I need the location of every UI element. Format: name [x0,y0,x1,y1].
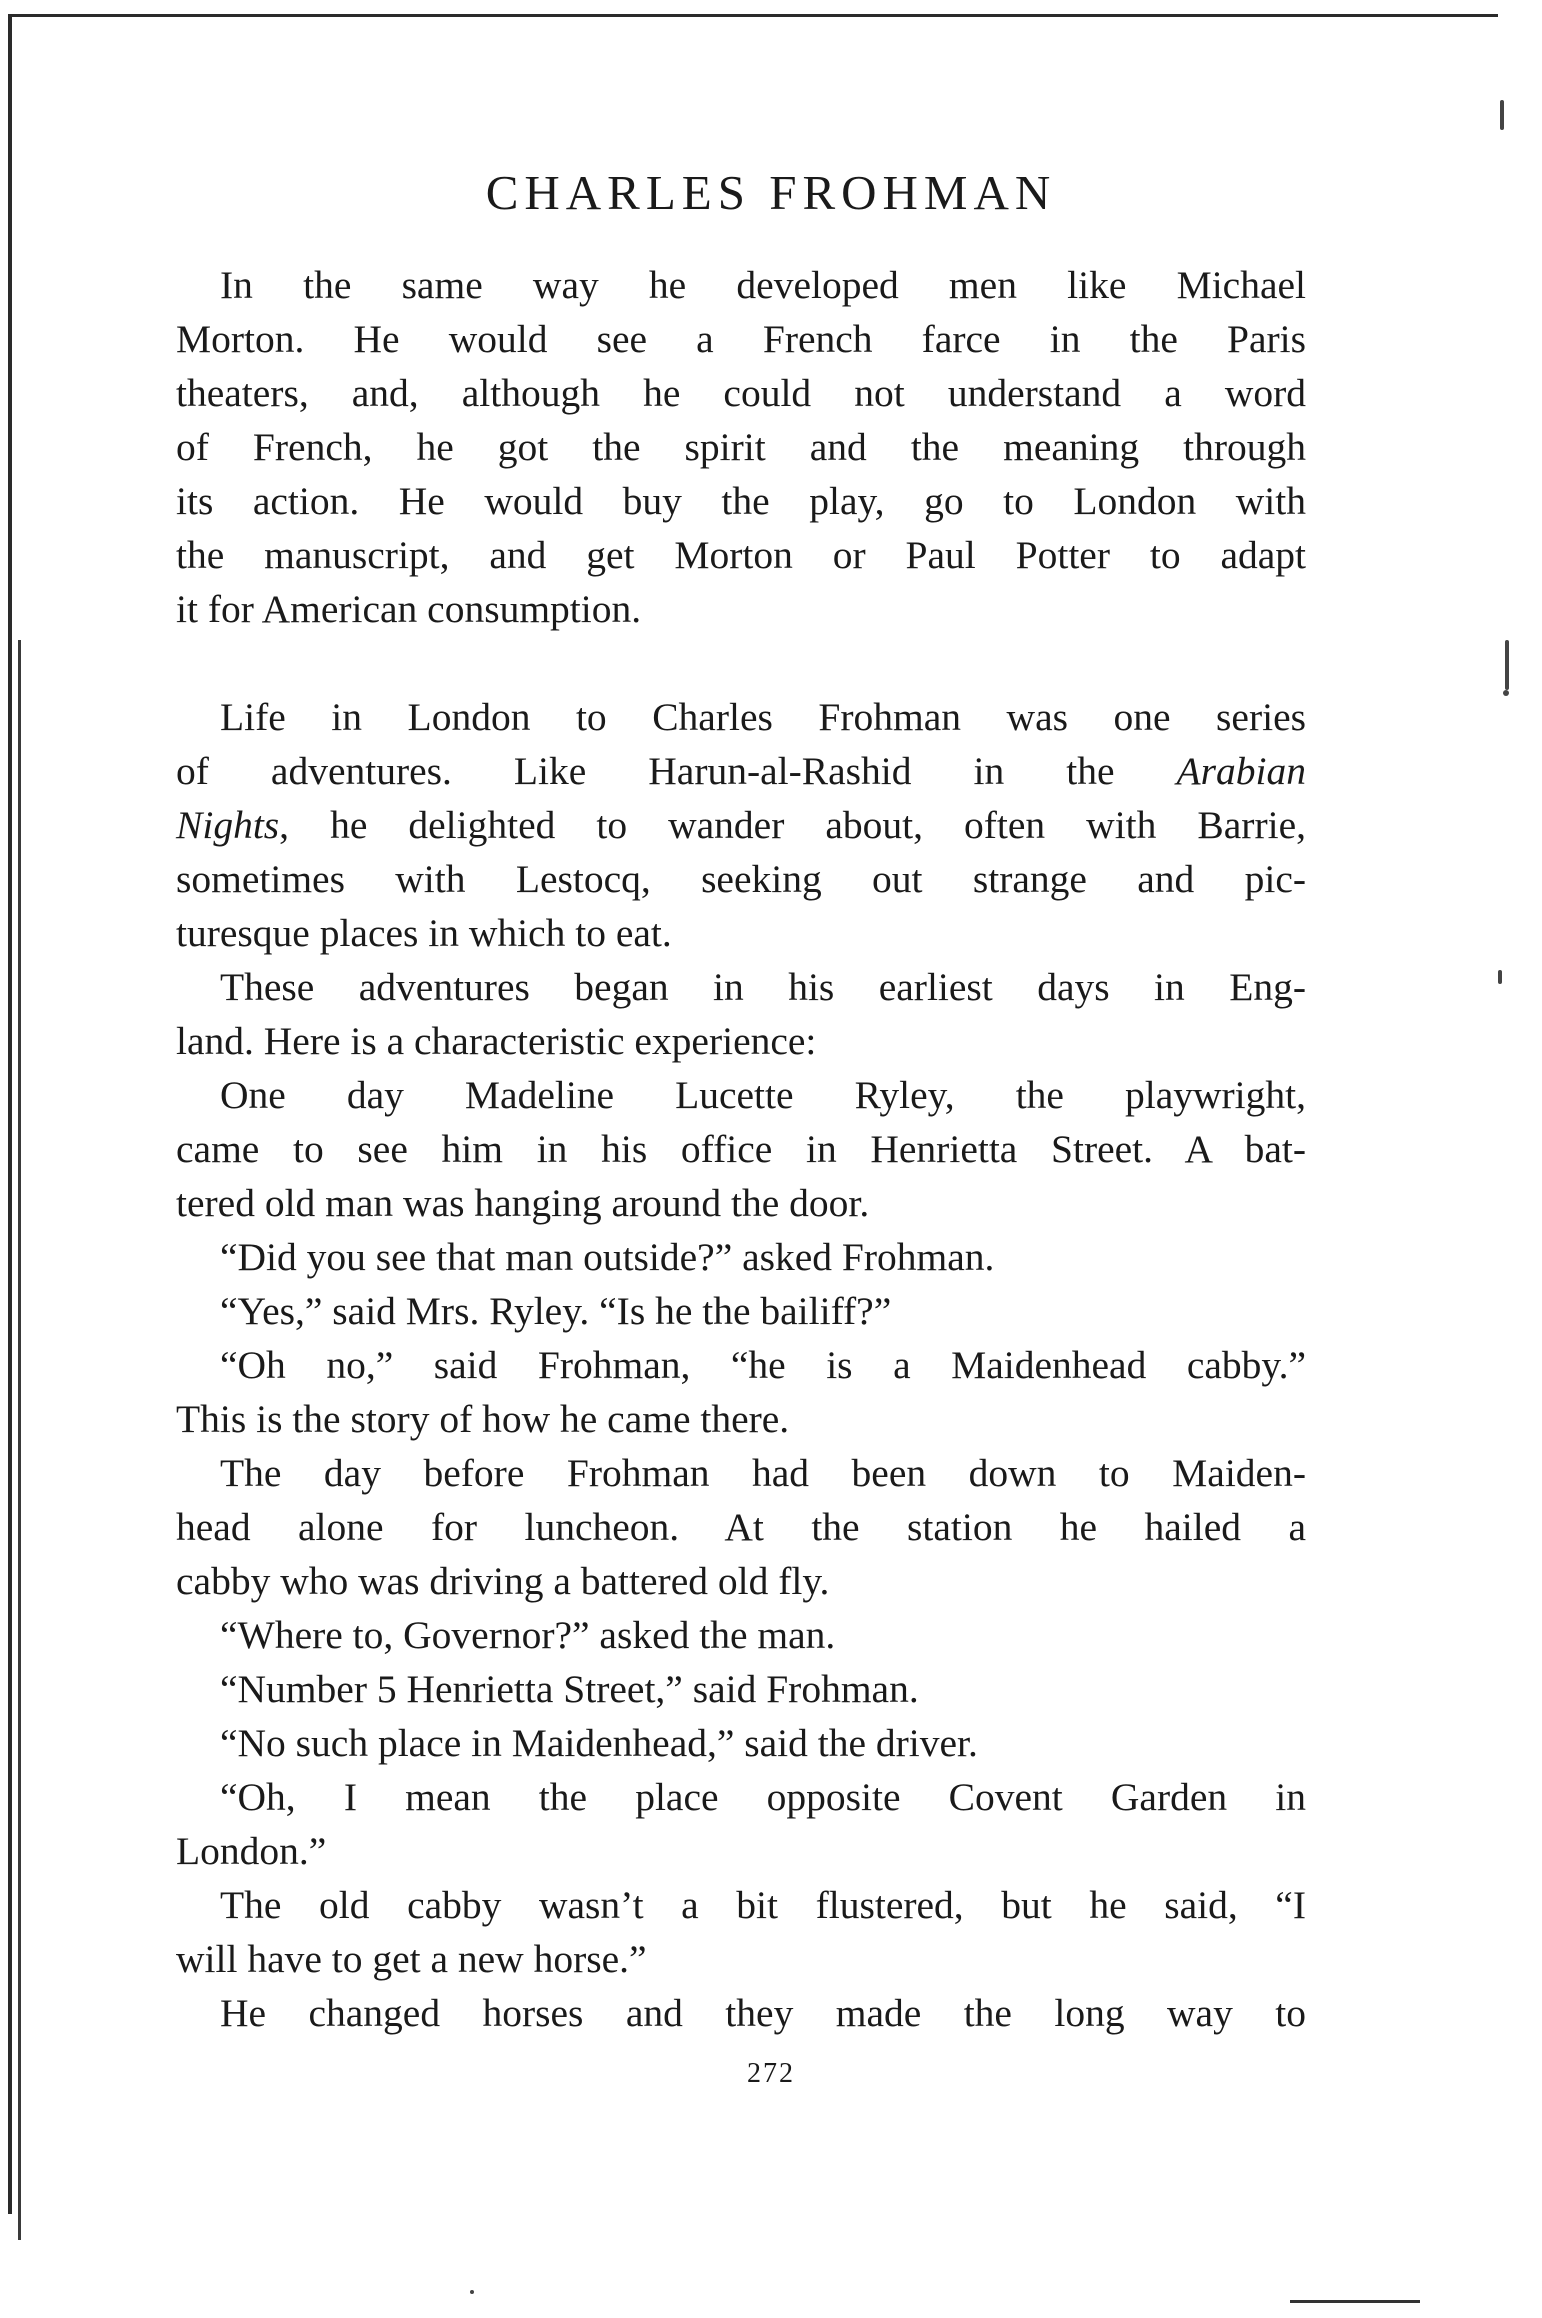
ink-speck [1505,640,1509,690]
text-line: cabby who was driving a battered old fly. [176,1559,830,1603]
text-line: came to see him in his office in Henrietta Street. A bat- [176,1127,1306,1171]
running-head: CHARLES FROHMAN [485,165,1057,220]
text-line: “No such place in Maidenhead,” said the driver. [220,1721,978,1765]
text-line: theaters, and, although he could not understand a word [176,371,1306,415]
ink-speck [470,2290,474,2294]
text-line: “Oh no,” said Frohman, “he is a Maidenhead cabby.” [220,1343,1306,1387]
page-edge-bottom [1290,2300,1420,2303]
page-edge-top [8,14,1498,17]
text-line: the manuscript, and get Morton or Paul Potter to adapt [176,533,1306,577]
text-line: “Oh, I mean the place opposite Covent Garden in [220,1775,1306,1819]
page-edge-left-inner [18,640,21,2240]
book-title-italic: Nights [176,803,280,847]
book-title-italic: Arabian [1176,749,1306,793]
text-line: This is the story of how he came there. [176,1397,790,1441]
text-line [176,798,1306,852]
text-line: land. Here is a characteristic experience: [176,1019,817,1063]
body-text [176,258,1306,2040]
text-line [176,744,1306,798]
page-number: 272 [747,2058,795,2089]
text-line: head alone for luncheon. At the station he hailed a [176,1505,1306,1549]
text-segment: of adventures. Like Harun-al-Rashid in the [176,749,1177,793]
ink-speck [1500,100,1504,130]
text-line: turesque places in which to eat. [176,911,672,955]
page-edge-left [8,14,12,2214]
text-line: These adventures began in his earliest days in Eng- [220,965,1306,1009]
text-segment: , he delighted to wander about, often with Barrie, [279,803,1306,847]
text-line: “Where to, Governor?” asked the man. [220,1613,836,1657]
text-line: tered old man was hanging around the door. [176,1181,870,1225]
text-line: of French, he got the spirit and the meaning through [176,425,1306,469]
text-line: “Did you see that man outside?” asked Frohman. [220,1235,995,1279]
text-line: “Number 5 Henrietta Street,” said Frohman. [220,1667,919,1711]
ink-speck [1503,690,1509,696]
text-line: sometimes with Lestocq, seeking out strange and pic- [176,857,1306,901]
text-line: it for American consumption. [176,587,642,631]
text-line: its action. He would buy the play, go to London with [176,479,1306,523]
text-line: In the same way he developed men like Michael [220,263,1306,307]
text-line: London.” [176,1829,327,1873]
text-line: will have to get a new horse.” [176,1937,647,1981]
text-line: The old cabby wasn’t a bit flustered, but he said, “I [220,1883,1306,1927]
text-line: The day before Frohman had been down to Maiden- [220,1451,1306,1495]
ink-speck [1498,970,1502,984]
text-line: He changed horses and they made the long way to [220,1991,1306,2035]
text-line: Morton. He would see a French farce in the Paris [176,317,1306,361]
text-line: Life in London to Charles Frohman was one series [220,695,1306,739]
text-line: “Yes,” said Mrs. Ryley. “Is he the bailiff?” [220,1289,892,1333]
text-line: One day Madeline Lucette Ryley, the playwright, [220,1073,1306,1117]
